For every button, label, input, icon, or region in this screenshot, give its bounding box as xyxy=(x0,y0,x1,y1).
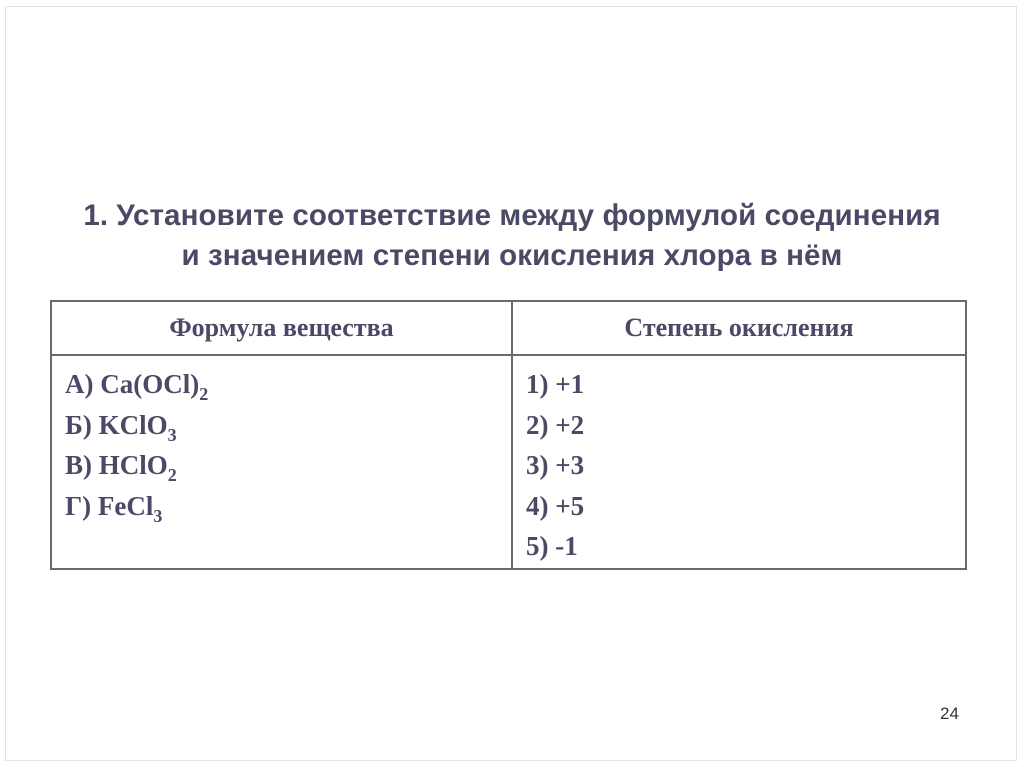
table-header-row xyxy=(51,301,966,355)
oxidation-state-item: 3) +3 xyxy=(525,450,585,480)
formula-list xyxy=(52,364,511,526)
formula-cell xyxy=(51,355,512,569)
table-body-row xyxy=(51,355,966,569)
header-oxidation-state: Степень окисления xyxy=(512,301,966,355)
task-title-line-2: и значением степени окисления хлора в нём xyxy=(181,239,843,272)
oxidation-state-item: 4) +5 xyxy=(525,490,585,521)
formula-text: Г) FeCl xyxy=(65,490,154,521)
oxidation-state-list xyxy=(513,364,965,567)
formula-subscript: 2 xyxy=(199,384,209,404)
formula-text: Б) KClO xyxy=(65,409,168,440)
oxidation-state-cell xyxy=(512,355,966,569)
formula-item xyxy=(65,405,511,446)
oxidation-state-item: 5) -1 xyxy=(525,531,578,561)
formula-subscript: 3 xyxy=(153,505,163,526)
formula-subscript: 3 xyxy=(167,424,177,445)
header-formula: Формула вещества xyxy=(51,301,512,355)
task-title xyxy=(0,196,1024,276)
oxidation-state-item: 1) +1 xyxy=(525,369,585,399)
formula-text: А) Ca(OCl) xyxy=(65,369,200,399)
formula-item xyxy=(65,364,511,405)
formula-text: В) HClO xyxy=(65,450,168,480)
oxidation-state-item: 2) +2 xyxy=(525,409,585,440)
matching-table xyxy=(50,300,967,570)
task-title-line-1: 1. Установите соответствие между формулой соединения xyxy=(83,199,941,232)
page-number: 24 xyxy=(940,704,959,723)
formula-subscript: 2 xyxy=(167,465,177,485)
formula-item xyxy=(65,445,511,486)
formula-item xyxy=(65,486,511,527)
